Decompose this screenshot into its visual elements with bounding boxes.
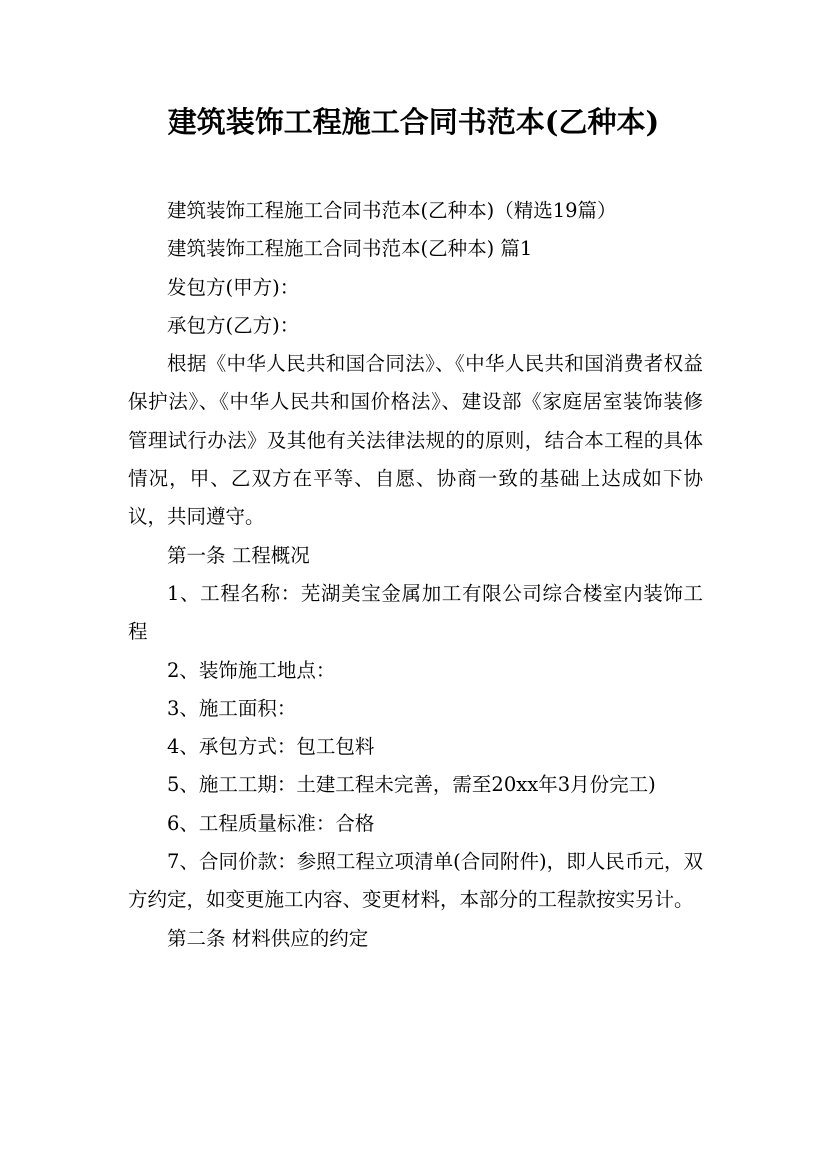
paragraph-area: 3、施工面积：	[167, 696, 297, 720]
paragraph-party-a: 发包方(甲方)：	[167, 275, 300, 299]
paragraph-subtitle: 建筑装饰工程施工合同书范本(乙种本)（精选19篇）	[167, 199, 617, 222]
paragraph-legal-basis: 根据《中华人民共和国合同法》、《中华人民共和国消费者权益保护法》、《中华人民共和国价格法》、建设部《家庭居室装饰装修管理试行办法》及其他有关法律法规的的原则，结合本工程的具体情况，甲、乙双方在平等、自愿、协商一致的基础上达成如下协议，共同遵守。	[128, 352, 703, 529]
paragraph-project-name: 1、工程名称：芜湖美宝金属加工有限公司综合楼室内装饰工程	[128, 581, 703, 644]
paragraph-contract-price: 7、合同价款：参照工程立项清单(合同附件)，即人民币元，双方约定，如变更施工内容、变更材料，本部分的工程款按实另计。	[128, 850, 703, 912]
paragraph-article-2-heading: 第二条 材料供应的约定	[167, 926, 369, 950]
document-body	[128, 192, 703, 958]
paragraph-schedule: 5、施工工期：土建工程未完善，需至20xx年3月份完工)	[167, 773, 656, 797]
document-title: 建筑装饰工程施工合同书范本(乙种本)	[167, 105, 660, 139]
paragraph-article-1-heading: 第一条 工程概况	[167, 543, 310, 567]
paragraph-site-location: 2、装饰施工地点：	[167, 658, 336, 682]
paragraph-section-heading: 建筑装饰工程施工合同书范本(乙种本) 篇1	[167, 237, 533, 261]
paragraph-contract-mode: 4、承包方式：包工包料	[167, 735, 375, 759]
paragraph-quality-standard: 6、工程质量标准：合格	[167, 811, 375, 835]
paragraph-party-b: 承包方(乙方)：	[167, 313, 300, 337]
